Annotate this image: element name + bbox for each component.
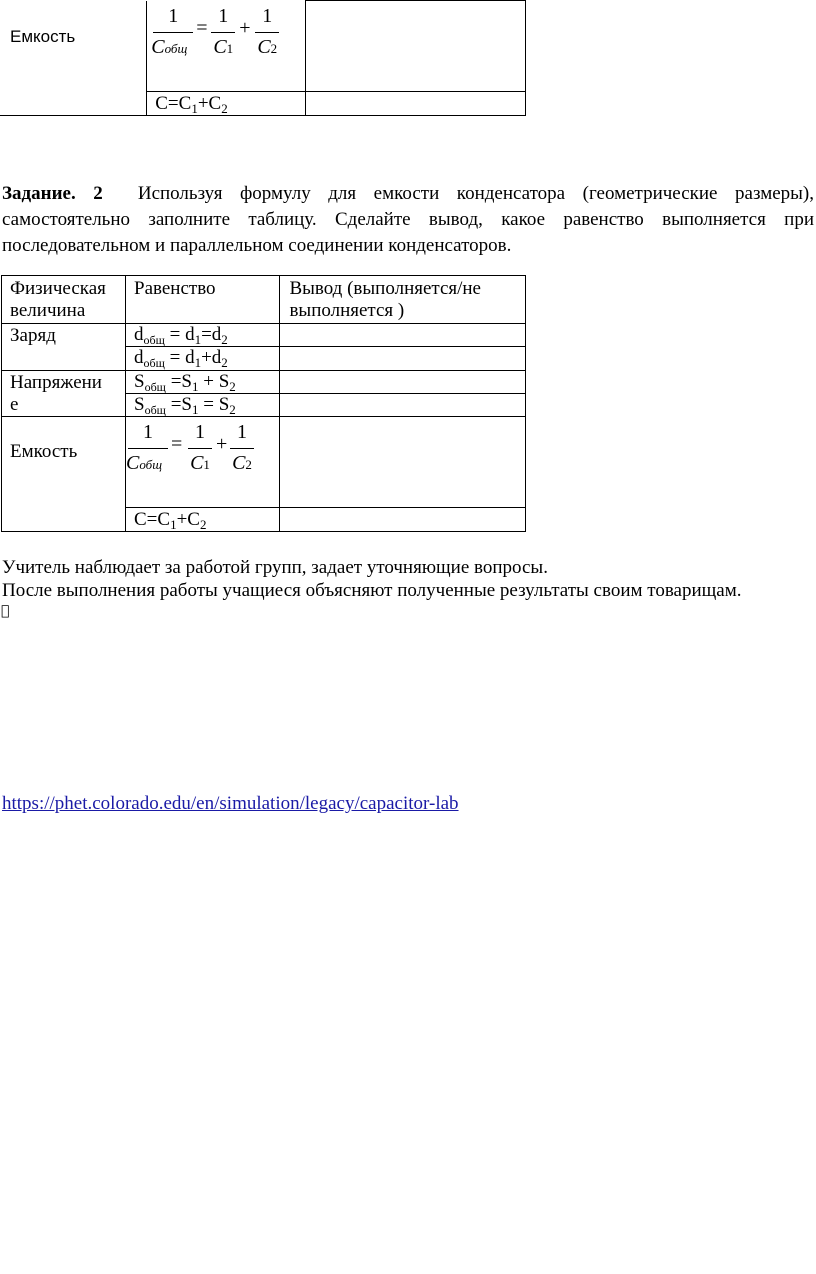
cell-capacity-formula <box>147 1 306 92</box>
cell-conclusion-2 <box>306 92 526 116</box>
capacity-formula: 1 Cобщ = 1 C1 + 1 C2 <box>147 1 305 91</box>
paragraph-students: После выполнения работы учащиеся объясняют полученные результаты своим товарищам. <box>2 580 742 601</box>
capacity-conclusion-2 <box>280 508 526 532</box>
charge-row-1: $d_{общ} = d_1=d_2$ <box>126 324 280 347</box>
fraction-term1: 1 C1 <box>211 5 235 65</box>
charge-label: Заряд <box>2 324 126 371</box>
cell-capacity-label <box>0 1 147 116</box>
capacity-conclusion-1 <box>280 417 526 508</box>
paragraph-teacher: Учитель наблюдает за работой групп, задает уточняющие вопросы. <box>2 557 548 578</box>
voltage-label: Напряжени е <box>2 371 126 417</box>
voltage-conclusion-1 <box>280 371 526 394</box>
voltage-conclusion-2 <box>280 394 526 417</box>
task2-text: Используя формулу для емкости конденсатора (геометрические размеры), самостоятельно заполните таблицу. Сделайте вывод, какое равенство выполняется при последовательном и параллельном соединении конденсаторов. <box>2 183 814 256</box>
fraction-term1-2: 1 C1 <box>188 421 212 481</box>
charge-conclusion-2 <box>280 347 526 371</box>
capacity-label-2: Емкость <box>2 417 126 532</box>
task2-heading: Задание. 2 <box>2 183 103 204</box>
phet-capacitor-lab-link[interactable]: https://phet.colorado.edu/en/simulation/legacy/capacitor-lab <box>2 793 459 814</box>
quantities-table <box>1 275 526 532</box>
fraction-term2: 1 C2 <box>255 5 279 65</box>
voltage-row-1: $S_{общ} =S_1 + S_2$ <box>126 371 280 394</box>
voltage-row-2: $S_{общ} =S_1 = S_2$ <box>126 394 280 417</box>
header-conclusion: Вывод (выполняется/не выполняется ) <box>280 276 526 324</box>
capacity-table-top <box>0 0 526 116</box>
cell-sum-formula: $C=C_1+C_2$ <box>147 92 306 116</box>
capacity-label: Емкость <box>10 26 76 46</box>
capacity-sum-2: $C=C_1+C_2$ <box>126 508 280 532</box>
cell-conclusion-1 <box>306 1 526 92</box>
fraction-lhs-2: 1 Cобщ <box>128 421 168 481</box>
charge-row-2: $d_{общ} = d_1+d_2$ <box>126 347 280 371</box>
capacity-formula-2: 1 Cобщ = 1 C1 + 1 C2 <box>126 417 280 508</box>
missing-glyph-icon <box>1 603 9 619</box>
charge-conclusion-1 <box>280 324 526 347</box>
task2-paragraph <box>2 181 814 259</box>
header-equality: Равенство <box>126 276 280 324</box>
fraction-lhs: 1 Cобщ <box>153 5 193 65</box>
fraction-term2-2: 1 C2 <box>230 421 254 481</box>
header-quantity: Физическая величина <box>2 276 126 324</box>
